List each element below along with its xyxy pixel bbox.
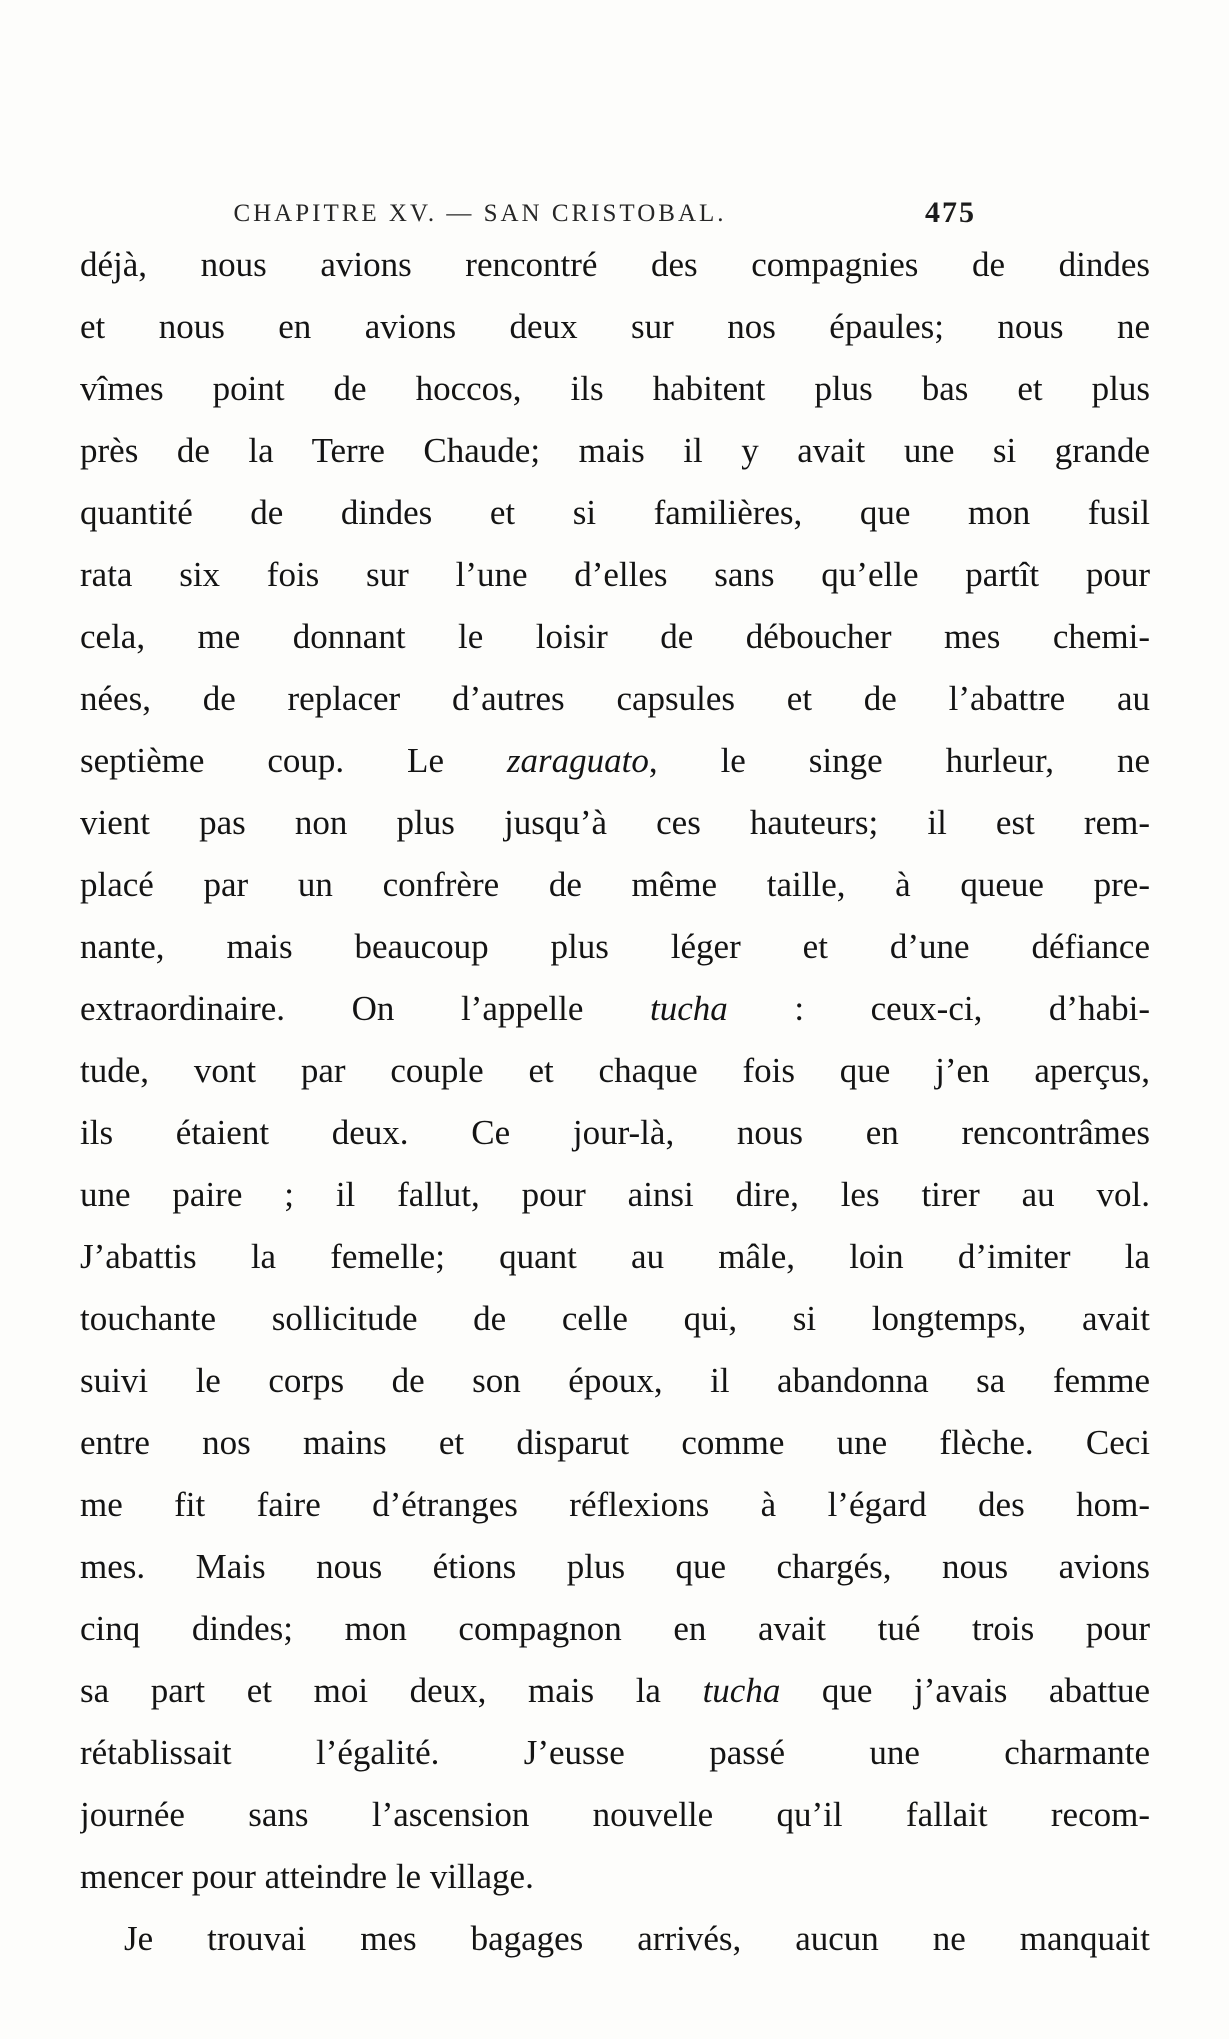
text-segment: placé par un confrère de même taille, à queue pre- bbox=[80, 865, 1150, 904]
text-segment: touchante sollicitude de celle qui, si longtemps, avait bbox=[80, 1299, 1150, 1338]
text-line bbox=[80, 730, 1150, 792]
body-text bbox=[80, 234, 1150, 1970]
text-segment: mes. Mais nous étions plus que chargés, nous avions bbox=[80, 1547, 1150, 1586]
page-number: 475 bbox=[925, 196, 976, 229]
text-line bbox=[80, 668, 1150, 730]
text-line bbox=[80, 1474, 1150, 1536]
text-line bbox=[80, 1598, 1150, 1660]
text-line bbox=[80, 978, 1150, 1040]
text-line bbox=[80, 544, 1150, 606]
text-segment: nées, de replacer d’autres capsules et de l’abattre au bbox=[80, 679, 1150, 718]
text-line bbox=[80, 854, 1150, 916]
text-segment: sa part et moi deux, mais la bbox=[80, 1671, 703, 1710]
text-segment: vîmes point de hoccos, ils habitent plus bas et plus bbox=[80, 369, 1150, 408]
text-line bbox=[80, 1536, 1150, 1598]
page-header bbox=[80, 196, 1150, 238]
text-segment: près de la Terre Chaude; mais il y avait une si grande bbox=[80, 431, 1150, 470]
text-line bbox=[80, 1722, 1150, 1784]
text-segment: et nous en avions deux sur nos épaules; nous ne bbox=[80, 307, 1150, 346]
text-segment: mencer pour atteindre le village. bbox=[80, 1857, 534, 1896]
text-segment: nante, mais beaucoup plus léger et d’une défiance bbox=[80, 927, 1150, 966]
text-segment: Je trouvai mes bagages arrivés, aucun ne manquait bbox=[124, 1919, 1150, 1958]
text-line bbox=[80, 1040, 1150, 1102]
text-line bbox=[80, 792, 1150, 854]
text-line bbox=[80, 606, 1150, 668]
text-segment: suivi le corps de son époux, il abandonna sa femme bbox=[80, 1361, 1150, 1400]
text-line bbox=[80, 1660, 1150, 1722]
text-line bbox=[80, 482, 1150, 544]
text-line bbox=[80, 420, 1150, 482]
text-line bbox=[80, 296, 1150, 358]
italic-term: tucha bbox=[702, 1671, 781, 1710]
text-line bbox=[80, 916, 1150, 978]
text-segment: une paire ; il fallut, pour ainsi dire, les tirer au vol. bbox=[80, 1175, 1150, 1214]
text-segment: ils étaient deux. Ce jour-là, nous en rencontrâmes bbox=[80, 1113, 1150, 1152]
text-line bbox=[80, 1350, 1150, 1412]
text-line bbox=[80, 1164, 1150, 1226]
chapter-header: CHAPITRE XV. — SAN CRISTOBAL. bbox=[233, 200, 727, 227]
text-segment: quantité de dindes et si familières, que mon fusil bbox=[80, 493, 1150, 532]
text-segment: que j’avais abattue bbox=[780, 1671, 1150, 1710]
italic-term: zaraguato bbox=[506, 741, 649, 780]
text-line bbox=[80, 1846, 1150, 1908]
text-line bbox=[80, 234, 1150, 296]
text-segment: J’abattis la femelle; quant au mâle, loin d’imiter la bbox=[80, 1237, 1150, 1276]
text-segment: cinq dindes; mon compagnon en avait tué trois pour bbox=[80, 1609, 1150, 1648]
text-segment: journée sans l’ascension nouvelle qu’il fallait recom- bbox=[80, 1795, 1150, 1834]
text-segment: : ceux-ci, d’habi- bbox=[727, 989, 1150, 1028]
text-segment: entre nos mains et disparut comme une flèche. Ceci bbox=[80, 1423, 1150, 1462]
text-line bbox=[80, 1226, 1150, 1288]
text-line bbox=[80, 1102, 1150, 1164]
text-segment: rétablissait l’égalité. J’eusse passé une charmante bbox=[80, 1733, 1150, 1772]
text-segment: extraordinaire. On l’appelle bbox=[80, 989, 650, 1028]
text-segment: septième coup. Le bbox=[80, 741, 507, 780]
text-segment: rata six fois sur l’une d’elles sans qu’elle partît pour bbox=[80, 555, 1150, 594]
text-segment: cela, me donnant le loisir de déboucher mes chemi- bbox=[80, 617, 1150, 656]
text-segment: me fit faire d’étranges réflexions à l’égard des hom- bbox=[80, 1485, 1150, 1524]
text-line bbox=[80, 358, 1150, 420]
text-line bbox=[80, 1784, 1150, 1846]
text-line bbox=[80, 1288, 1150, 1350]
text-segment: tude, vont par couple et chaque fois que j’en aperçus, bbox=[80, 1051, 1150, 1090]
text-segment: déjà, nous avions rencontré des compagnies de dindes bbox=[80, 245, 1150, 284]
text-segment: vient pas non plus jusqu’à ces hauteurs; il est rem- bbox=[80, 803, 1150, 842]
text-segment: , le singe hurleur, ne bbox=[648, 741, 1150, 780]
italic-term: tucha bbox=[649, 989, 728, 1028]
text-line bbox=[80, 1908, 1150, 1970]
text-line bbox=[80, 1412, 1150, 1474]
